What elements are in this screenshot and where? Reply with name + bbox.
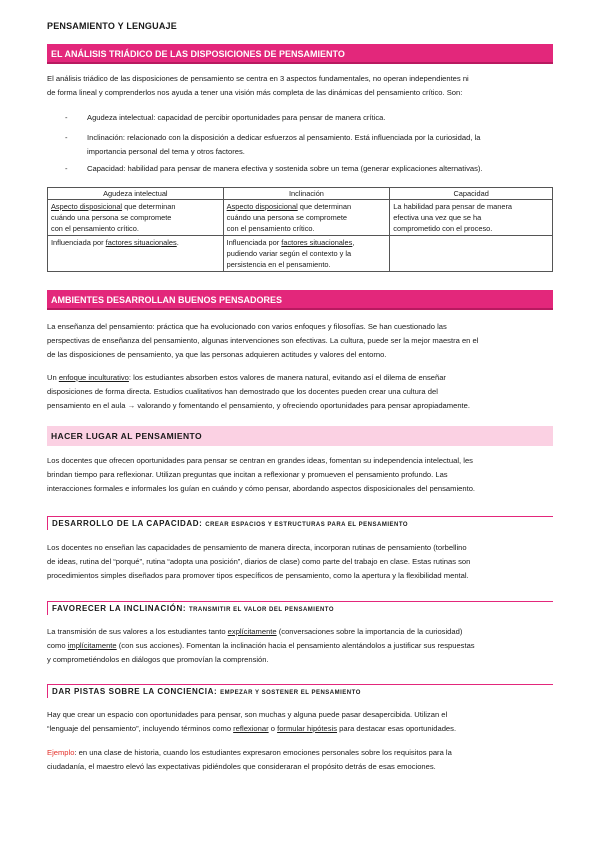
text: : los estudiantes absorben estos valores de manera natural, evitando así el dilema de enseñar [128, 373, 446, 382]
underlined-term: Aspecto disposicional [51, 202, 123, 211]
example-label: Ejemplo [47, 748, 75, 757]
bullet-item [66, 111, 556, 125]
paragraph-line: procedimientos simples diseñados para promover tipos específicos de pensamiento, como la apertura y la flexibilidad mental. [47, 571, 469, 580]
heading-text: FAVORECER LA INCLINACIÓN: [52, 604, 187, 613]
paragraph-line: Los docentes que ofrecen oportunidades para pensar se centran en grandes ideas, fomentan su independencia intelectual, les [47, 456, 473, 465]
paragraph [47, 541, 557, 583]
paragraph [47, 625, 557, 667]
cell-text: pudiendo variar según el contexto y la [226, 249, 352, 258]
cell-text: La habilidad para pensar de manera [393, 202, 513, 211]
text: como [47, 641, 68, 650]
underlined-term: explícitamente [227, 627, 277, 636]
text: (con sus acciones). Fomentan la inclinación hacia el pensamiento alentándolos a justificar sus respuestas [116, 641, 475, 650]
paragraph-line: Hay que crear un espacio con oportunidades para pensar, son muchas y alguna puede pasar desapercibida. Utilizan el [47, 710, 448, 719]
table-cell [390, 236, 553, 272]
cell-text: . [176, 238, 179, 247]
table-header-row [48, 188, 553, 200]
table-row [48, 200, 553, 236]
paragraph-line: ciudadanía, el maestro elevó las expectativas pidiéndoles que consideraran el propósito detrás de esas emociones. [47, 762, 436, 771]
underlined-term: reflexionar [233, 724, 269, 733]
paragraph-line [47, 371, 557, 385]
paragraph-line: La enseñanza del pensamiento: práctica que ha evolucionado con varios enfoques y filosofías. Se han cuestionado las [47, 322, 447, 331]
bullet-text: Capacidad: habilidad para pensar de manera efectiva y sostenida sobre un tema (generar explicaciones alternativas). [87, 164, 483, 173]
cell-text: cuándo una persona se compromete [226, 213, 348, 222]
bullet-dash: - [65, 133, 68, 142]
cell-text: cuándo una persona se compromete [51, 213, 172, 222]
underlined-term: factores situacionales [281, 238, 353, 247]
paragraph-line: y comprometiéndolos en diálogos que promovían la comprensión. [47, 655, 269, 664]
cell-text: que determinan [122, 202, 176, 211]
text: (conversaciones sobre la importancia de la curiosidad) [276, 627, 463, 636]
paragraph-line: de ideas, rutina del “porqué”, rutina “adopta una posición”, diarios de clase) como parte del trabajo en clase. Estas rutinas son [47, 557, 471, 566]
document-title: PENSAMIENTO Y LENGUAJE [47, 21, 177, 31]
bullet-text: importancia personal del tema y otros factores. [87, 147, 245, 156]
subsection-heading-inclinacion [47, 601, 553, 615]
cell-text: persistencia en el pensamiento. [226, 260, 331, 269]
cell-text: , [352, 238, 355, 247]
text: La transmisión de sus valores a los estudiantes tanto [47, 627, 228, 636]
cell-text: Influenciada por [226, 238, 282, 247]
bullet-item [66, 162, 556, 176]
bullet-item [66, 131, 556, 159]
heading-subtitle: EMPEZAR Y SOSTENER EL PENSAMIENTO [220, 690, 361, 696]
example-paragraph [47, 746, 557, 774]
text: o [268, 724, 278, 733]
paragraph-line: de las disposiciones de pensamiento, ya que las personas adquieren actitudes y valores del entorno. [47, 350, 387, 359]
triadic-table [47, 187, 553, 272]
table-header: Agudeza intelectual [48, 188, 224, 200]
paragraph-line [47, 722, 557, 736]
bullet-dash: - [65, 113, 68, 122]
bullet-dash: - [65, 164, 68, 173]
paragraph [47, 371, 557, 413]
cell-text: efectiva una vez que se ha [393, 213, 482, 222]
paragraph-line: pensamiento en el aula → valorando y fomentando el pensamiento, y ofreciendo oportunidades para pensar apropiadamente. [47, 401, 470, 410]
paragraph [47, 708, 557, 736]
underlined-term: enfoque inculturativo [58, 373, 129, 382]
table-cell [48, 200, 224, 236]
section-heading-analisis-triadico: EL ANÁLISIS TRIÁDICO DE LAS DISPOSICIONES DE PENSAMIENTO [47, 44, 553, 64]
bullet-text: Inclinación: relacionado con la disposición a dedicar esfuerzos al pensamiento. Está influenciada por la curiosidad, la [87, 133, 481, 142]
underlined-term: implícitamente [67, 641, 117, 650]
text: “lenguaje del pensamiento”, incluyendo términos como [47, 724, 234, 733]
table-header: Capacidad [390, 188, 553, 200]
intro-paragraph [47, 72, 557, 100]
cell-text: Influenciada por [51, 238, 106, 247]
cell-text: comprometido con el proceso. [393, 224, 493, 233]
heading-text: DESARROLLO DE LA CAPACIDAD: [52, 519, 203, 528]
paragraph-line: disposiciones de forma directa. Estudios cualitativos han demostrado que los docentes pueden crear una cultura del [47, 387, 438, 396]
intro-line: El análisis triádico de las disposiciones de pensamiento se centra en 3 aspectos fundamentales, no operan independientes ni [47, 74, 469, 83]
underlined-term: factores situacionales [105, 238, 177, 247]
text: para destacar esas oportunidades. [337, 724, 457, 733]
cell-text: que determinan [297, 202, 352, 211]
paragraph-line [47, 639, 557, 653]
table-cell [223, 236, 390, 272]
table-cell [223, 200, 390, 236]
text: : en una clase de historia, cuando los estudiantes expresaron emociones personales sobre los requisitos para la [74, 748, 452, 757]
paragraph [47, 454, 557, 496]
heading-subtitle: TRANSMITIR EL VALOR DEL PENSAMIENTO [188, 607, 335, 613]
bullet-text: Agudeza intelectual: capacidad de percibir oportunidades para pensar de manera crítica. [87, 113, 386, 122]
paragraph-line: brindan tiempo para reflexionar. Utilizan preguntas que incitan a reflexionar y promueven el pensamiento profundo. Las [47, 470, 448, 479]
paragraph [47, 320, 557, 362]
section-heading-ambientes: AMBIENTES DESARROLLAN BUENOS PENSADORES [47, 290, 553, 310]
subsection-heading-capacidad [47, 516, 553, 530]
heading-subtitle: CREAR ESPACIOS Y ESTRUCTURAS PARA EL PENSAMIENTO [205, 522, 409, 528]
paragraph-line [47, 625, 557, 639]
paragraph-line: interacciones formales e informales los guían en cuándo y cómo pensar, abordando aspectos disposicionales del pensamiento. [47, 484, 476, 493]
cell-text: con el pensamiento crítico. [51, 224, 139, 233]
paragraph-line [47, 746, 557, 760]
table-row [48, 236, 553, 272]
table-cell [48, 236, 224, 272]
intro-line: de forma lineal y comprenderlos nos ayuda a tener una visión más completa de las dinámicas del pensamiento crítico. Son: [47, 88, 463, 97]
subsection-heading-conciencia [47, 684, 553, 698]
table-header: Inclinación [223, 188, 390, 200]
table-cell [390, 200, 553, 236]
subsection-heading-hacer-lugar: HACER LUGAR AL PENSAMIENTO [47, 426, 553, 446]
underlined-term: Aspecto disposicional [226, 202, 298, 211]
heading-text: DAR PISTAS SOBRE LA CONCIENCIA: [52, 687, 218, 696]
cell-text: con el pensamiento crítico. [226, 224, 315, 233]
paragraph-line: Los docentes no enseñan las capacidades de pensamiento de manera directa, incorporan rutinas de pensamiento (torbellino [47, 543, 467, 552]
paragraph-line: perspectivas de enseñanza del pensamiento, algunas intervenciones son efectivas. La cultura, puede ser la mejor maestra en el [47, 336, 479, 345]
text: Un [47, 373, 59, 382]
underlined-term: formular hipótesis [277, 724, 338, 733]
